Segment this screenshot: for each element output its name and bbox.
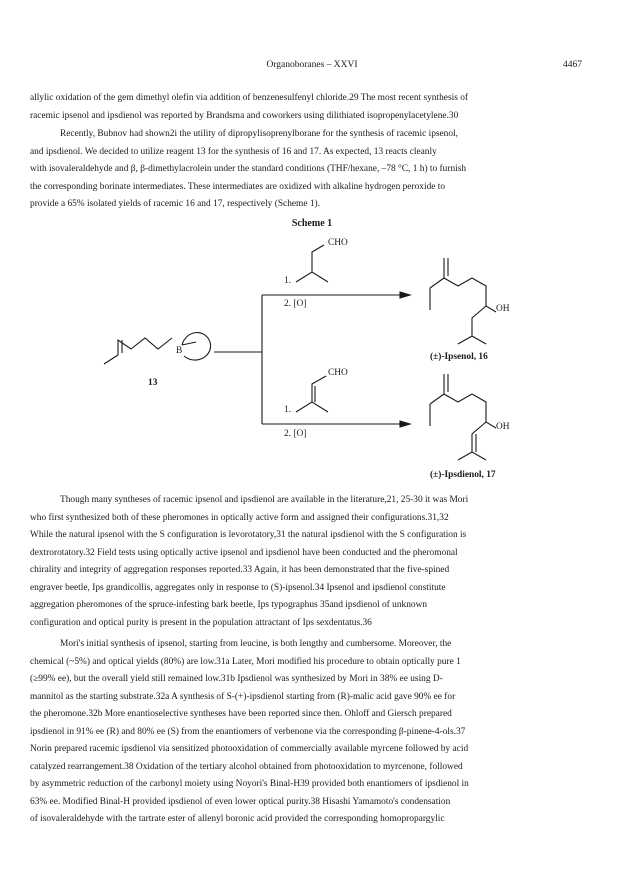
- ipsenol-structure: [444, 258, 496, 344]
- text-line: allylic oxidation of the gem dimethyl olefin via addition of benzenesulfenyl chloride.29 The most recent synthesis of: [30, 93, 468, 103]
- text-line: the corresponding borinate intermediates. These intermediates are oxidized with alkaline hydrogen peroxide to: [30, 181, 446, 192]
- paragraph-4: [30, 636, 596, 829]
- text-line: the pheromone.32b More enantioselective syntheses have been reported since then. Ohloff and Giersch prepared: [30, 709, 452, 719]
- product-17-label: (±)-Ipsdienol, 17: [430, 470, 496, 480]
- text-line: Norin prepared racemic ipsdienol via sensitized photooxidation of commercially available myrcene followed by acid: [30, 744, 469, 754]
- text-line: chirality and integrity of aggregation responses reported.33 Again, it has been demonstrated that the five-spined: [30, 565, 450, 575]
- isovaleraldehyde-structure: [296, 245, 328, 282]
- borane-ring: [182, 333, 211, 361]
- reagent-13-structure: [118, 338, 172, 355]
- text-line: and ipsdienol. We decided to utilize reagent 13 for the synthesis of 16 and 17. As expected, 13 reacts cleanly: [30, 146, 437, 157]
- product-16-label: (±)-Ipsenol, 16: [430, 352, 488, 362]
- text-line: ipsdienol in 91% ee (R) and 80% ee (S) from the enantiomers of verbenone via the corresponding β-pinene-4-ols.37: [30, 726, 466, 737]
- running-title: Organoboranes – XXVI: [266, 60, 358, 70]
- cho-label-top: CHO: [328, 238, 348, 248]
- text-line: While the natural ipsenol with the S configuration is levorotatory,31 the natural ipsdienol with the S configuration is: [30, 530, 467, 540]
- text-line: mannitol as the starting substrate.32a A synthesis of S-(+)-ipsdienol starting from (R)-malic acid gave 90% ee for: [30, 691, 456, 702]
- text-line: who first synthesized both of these pheromones in optically active form and assigned their configurations.31,32: [30, 512, 449, 523]
- ipsdienol-structure: [444, 374, 496, 460]
- step-2-bottom: 2. [O]: [284, 429, 307, 439]
- text-line: catalyzed rearrangement.38 Oxidation of the tertiary alcohol obtained from photooxidation to myrcenone, followed: [30, 761, 463, 772]
- text-line: provide a 65% isolated yields of racemic 16 and 17, respectively (Scheme 1).: [30, 199, 321, 209]
- cho-label-bottom: CHO: [328, 368, 348, 378]
- text-line: of isovaleraldehyde with the tartrate ester of allenyl boronic acid provided the corresponding homopropargylic: [30, 814, 445, 824]
- oh-label-bottom: OH: [496, 422, 510, 432]
- text-line: dextrorotatory.32 Field tests using optically active ipsenol and ipsdienol have been conducted and the pheromonal: [30, 547, 458, 558]
- text-line: Mori's initial synthesis of ipsenol, starting from leucine, is both lengthy and cumbersome. Moreover, the: [60, 639, 452, 649]
- text-line: configuration and optical purity is present in the population attractant of Ips sexdentatus.36: [30, 617, 372, 628]
- reagent-number: 13: [148, 378, 158, 388]
- text-line: racemic ipsenol and ipsdienol was reported by Brandsma and coworkers using dilithiated isopropenylacetylene.30: [30, 110, 459, 121]
- text-line: aggregation pheromones of the spruce-infesting bark beetle, Ips typographus 35and ipsdienol of unknown: [30, 600, 428, 610]
- scheme-title: Scheme 1: [291, 218, 333, 229]
- text-line: (≥99% ee), but the overall yield still remained low.31b Ipsdienol was synthesized by Mori in 38% ee using D-: [30, 674, 443, 684]
- boron-label: B: [176, 346, 183, 356]
- text-line: chemical (~5%) and optical yields (80%) are low.31a Later, Mori modified his procedure to obtain optically pure 1: [30, 656, 461, 667]
- paragraph-3: [30, 492, 596, 632]
- text-line: by asymmetric reduction of the carbonyl moiety using Noyori's Binal-H39 provided both enantiomers of ipsdienol in: [30, 779, 469, 789]
- text-line: with isovaleraldehyde and β, β-dimethylacrolein under the standard conditions (THF/hexane, –78 °C, 1 h) to furnish: [30, 164, 467, 174]
- step-2-top: 2. [O]: [284, 299, 307, 309]
- text-line: engraver beetle, Ips grandicollis, aggregates only in response to (S)-ipsenol.34 Ipsenol and ipsdienol constitute: [30, 582, 446, 593]
- step-1-bottom: 1.: [284, 405, 292, 415]
- text-line: 63% ee. Modified Binal-H provided ipsdienol of even lower optical purity.38 Hisashi Yamamoto's condensation: [30, 796, 451, 807]
- page-number: 4467: [563, 60, 582, 70]
- oh-label-top: OH: [496, 304, 510, 314]
- text-line: Though many syntheses of racemic ipsenol and ipsdienol are available in the literature,21, 25-30 it was Mori: [60, 495, 469, 505]
- text-line: Recently, Bubnov had shown2i the utility of dipropylisoprenylborane for the synthesis of racemic ipsenol,: [60, 129, 459, 139]
- step-1-top: 1.: [284, 276, 292, 286]
- dimethylacrolein-structure: [296, 376, 328, 412]
